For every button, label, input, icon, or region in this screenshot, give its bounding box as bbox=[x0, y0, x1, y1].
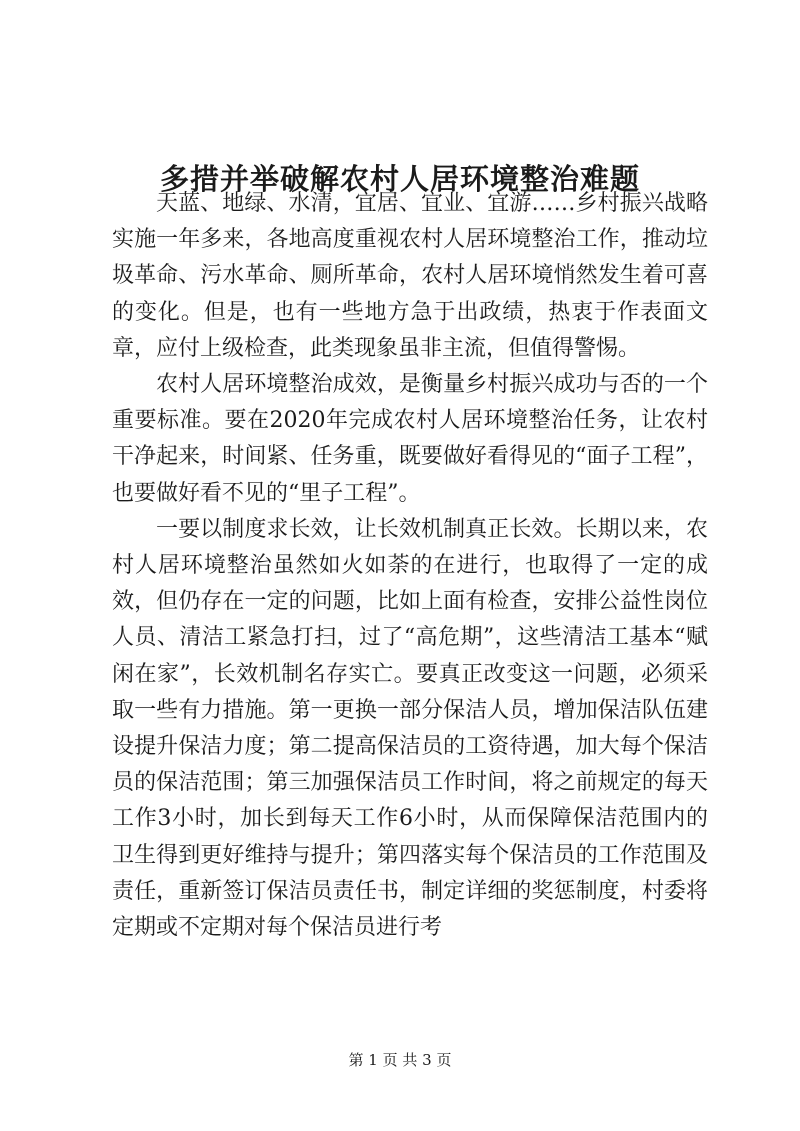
page-footer: 第 1 页 共 3 页 bbox=[348, 1051, 452, 1069]
paragraph-2: 农村人居环境整治成效，是衡量乡村振兴成功与否的一个重要标准。要在2020年完成农村人居环境整治任务，让农村干净起来，时间紧、任务重，既要做好看得见的“面子工程”，也要做好看不见的“里子工程”。 bbox=[112, 372, 708, 506]
document-body bbox=[112, 186, 708, 946]
document-title: 多措并举破解农村人居环境整治难题 bbox=[159, 162, 640, 197]
paragraph-3: 一要以制度求长效，让长效机制真正长效。长期以来，农村人居环境整治虽然如火如荼的在进行，也取得了一定的成效，但仍存在一定的问题，比如上面有检查，安排公益性岗位人员、清洁工紧急打扫，过了“高危期”，这些清洁工基本“赋闲在家”，长效机制名存实亡。要真正改变这一问题，必须采取一些有力措施。第一更换一部分保洁人员，增加保洁队伍建设提升保洁力度；第二提高保洁员的工资待遇，加大每个保洁员的保洁范围；第三加强保洁员工作时间，将之前规定的每天工作3小时，加长到每天工作6小时，从而保障保洁范围内的卫生得到更好维持与提升；第四落实每个保洁员的工作范围及责任，重新签订保洁员责任书，制定详细的奖惩制度，村委将定期或不定期对每个保洁员进行考 bbox=[112, 516, 708, 941]
paragraph-1: 天蓝、地绿、水清，宜居、宜业、宜游……乡村振兴战略实施一年多来，各地高度重视农村人居环境整治工作，推动垃圾革命、污水革命、厕所革命，农村人居环境悄然发生着可喜的变化。但是，也有一些地方急于出政绩，热衷于作表面文章，应付上级检查，此类现象虽非主流，但值得警惕。 bbox=[112, 191, 708, 361]
